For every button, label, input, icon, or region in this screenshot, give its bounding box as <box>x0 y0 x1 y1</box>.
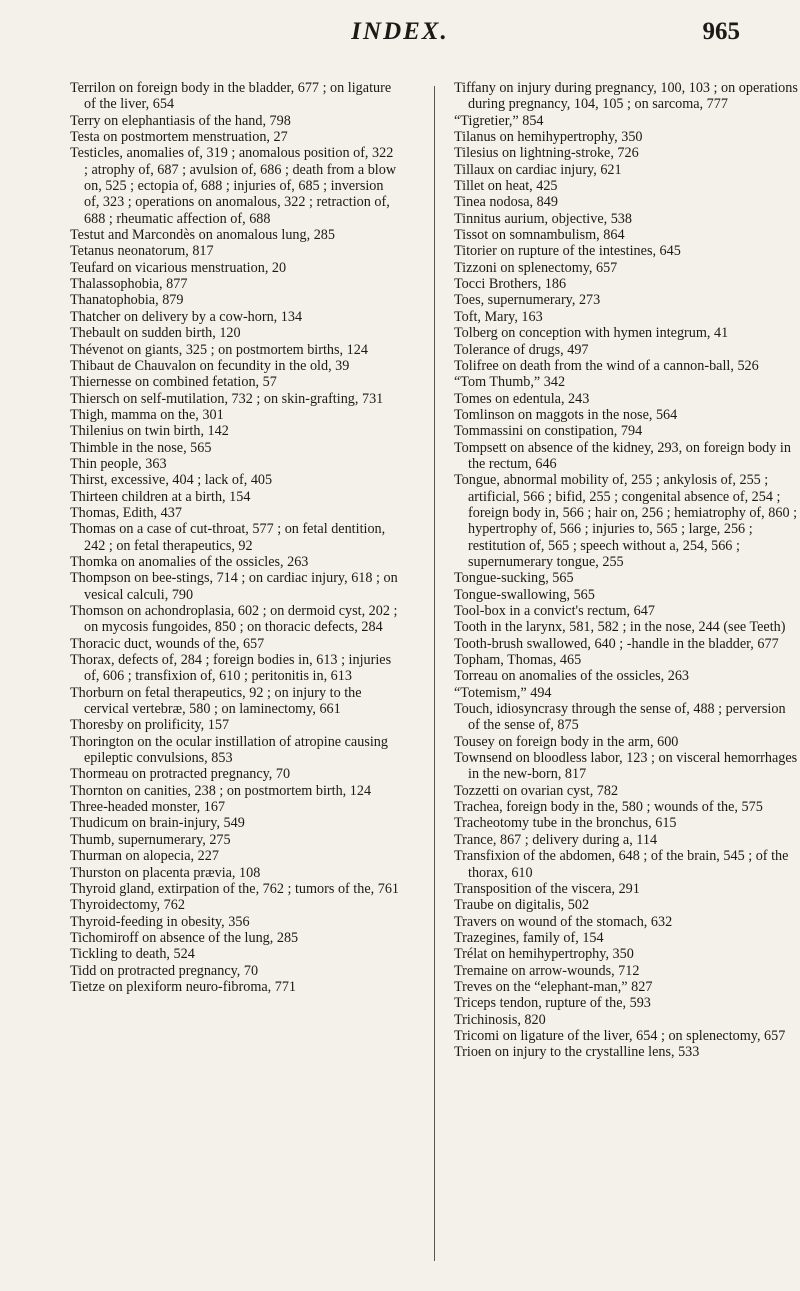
index-entry: Thiersch on self-mutilation, 732 ; on skin-grafting, 731 <box>70 390 384 407</box>
index-entry: Travers on wound of the stomach, 632 <box>454 913 673 930</box>
index-entry: Tommassini on constipation, 794 <box>454 423 643 440</box>
left-column <box>70 80 400 995</box>
index-entry: Trazegines, family of, 154 <box>454 929 604 946</box>
index-entry: Tissot on somnambulism, 864 <box>454 227 625 244</box>
index-entry: Thorax, defects of, 284 ; foreign bodies in, 613 ; injuries of, 606 ; transfixion of, 610 ; peritonitis in, 613 <box>70 652 392 685</box>
index-entry: Terrilon on foreign body in the bladder, 677 ; on ligature of the liver, 654 <box>70 80 392 113</box>
index-entry: Thurston on placenta prævia, 108 <box>70 864 261 881</box>
index-entry: Thalassophobia, 877 <box>70 276 188 293</box>
index-entry: Tomes on edentula, 243 <box>454 390 590 407</box>
index-entry: Titorier on rupture of the intestines, 645 <box>454 243 681 260</box>
index-columns <box>70 80 798 1251</box>
index-entry: Tiffany on injury during pregnancy, 100, 103 ; on operations during pregnancy, 104, 105 ; on sarcoma, 777 <box>454 80 798 113</box>
index-entry: Teufard on vicarious menstruation, 20 <box>70 259 287 276</box>
index-entry: Tongue-sucking, 565 <box>454 570 574 587</box>
index-entry: Transfixion of the abdomen, 648 ; of the brain, 545 ; of the thorax, 610 <box>454 848 789 881</box>
column-divider <box>434 86 435 1261</box>
index-entry: Tooth in the larynx, 581, 582 ; in the nose, 244 (see Teeth) <box>454 619 786 636</box>
index-entry: Thimble in the nose, 565 <box>70 439 212 456</box>
index-entry: Tomlinson on maggots in the nose, 564 <box>454 406 678 423</box>
index-entry: Tickling to death, 524 <box>70 946 195 963</box>
index-entry: Tichomiroff on absence of the lung, 285 <box>70 929 299 946</box>
index-entry: “Tigretier,” 854 <box>454 112 544 129</box>
index-entry: Thorington on the ocular instillation of atropine causing epileptic convulsions, 853 <box>70 733 388 767</box>
index-entry: Thornton on canities, 238 ; on postmortem birth, 124 <box>70 782 372 799</box>
index-entry: Tremaine on arrow-wounds, 712 <box>454 962 640 979</box>
index-entry: Testicles, anomalies of, 319 ; anomalous position of, 322 ; atrophy of, 687 ; avulsion of, 686 ; death from a blow on, 525 ; ectopia of, 688 ; injuries of, 685 ; inversion of, 323 ; operations on anomalous, 322 ; retraction of, 688 ; rheumatic affection of, 688 <box>70 145 397 227</box>
index-entry: Torreau on anomalies of the ossicles, 263 <box>454 668 690 685</box>
index-entry: Thyroidectomy, 762 <box>70 897 185 914</box>
index-entry: Tetanus neonatorum, 817 <box>70 243 214 260</box>
index-entry: “Tom Thumb,” 342 <box>454 374 566 391</box>
index-entry: Thurman on alopecia, 227 <box>70 848 219 865</box>
index-entry: Tidd on protracted pregnancy, 70 <box>70 962 259 979</box>
index-entry: Tompsett on absence of the kidney, 293, on foreign body in the rectum, 646 <box>454 439 791 472</box>
index-entry: Trioen on injury to the crystalline lens, 533 <box>454 1044 700 1061</box>
index-entry: Treves on the “elephant-man,” 827 <box>454 978 653 995</box>
index-entry: Thoracic duct, wounds of the, 657 <box>70 635 265 652</box>
index-entry: Thyroid-feeding in obesity, 356 <box>70 913 250 930</box>
index-entry: Tizzoni on splenectomy, 657 <box>454 259 618 276</box>
index-entry: Thyroid gland, extirpation of the, 762 ; tumors of the, 761 <box>70 880 400 897</box>
index-entry: Touch, idiosyncrasy through the sense of, 488 ; perversion of the sense of, 875 <box>454 701 786 734</box>
index-entry: Thirst, excessive, 404 ; lack of, 405 <box>70 472 273 489</box>
page-title: INDEX. <box>351 18 449 45</box>
running-head <box>60 18 740 58</box>
index-entry: Tillaux on cardiac injury, 621 <box>454 161 622 178</box>
index-entry: Thanatophobia, 879 <box>70 292 184 309</box>
index-entry: Testut and Marcondès on anomalous lung, 285 <box>70 227 335 244</box>
page-number: 965 <box>702 18 740 45</box>
index-entry: Tooth-brush swallowed, 640 ; -handle in the bladder, 677 <box>454 635 779 652</box>
index-entry: Thomka on anomalies of the ossicles, 263 <box>70 553 309 570</box>
index-entry: Tolerance of drugs, 497 <box>454 341 589 358</box>
index-entry: Thibaut de Chauvalon on fecundity in the old, 39 <box>70 357 350 374</box>
index-entry: Tongue-swallowing, 565 <box>454 586 595 603</box>
index-entry: Traube on digitalis, 502 <box>454 897 590 914</box>
index-entry: Tinea nodosa, 849 <box>454 194 558 211</box>
index-entry: Thomas on a case of cut-throat, 577 ; on fetal dentition, 242 ; on fetal therapeutics, 92 <box>70 521 386 554</box>
index-entry: Thigh, mamma on the, 301 <box>70 406 224 423</box>
index-entry: Thomas, Edith, 437 <box>70 504 182 521</box>
index-entry: Tracheotomy tube in the bronchus, 615 <box>454 815 677 832</box>
index-entry: Testa on postmortem menstruation, 27 <box>70 129 288 146</box>
index-entry: Tolifree on death from the wind of a cannon-ball, 526 <box>454 357 759 374</box>
index-entry: Tool-box in a convict's rectum, 647 <box>454 603 655 619</box>
index-entry: Trachea, foreign body in the, 580 ; wounds of the, 575 <box>454 799 763 816</box>
index-entry: Toft, Mary, 163 <box>454 308 543 325</box>
index-entry: Trichinosis, 820 <box>454 1011 546 1028</box>
index-entry: Tilesius on lightning-stroke, 726 <box>454 145 639 162</box>
index-entry: Topham, Thomas, 465 <box>454 652 582 669</box>
index-entry: Thumb, supernumerary, 275 <box>70 831 231 848</box>
index-entry: Thompson on bee-stings, 714 ; on cardiac injury, 618 ; on vesical calculi, 790 <box>70 570 398 603</box>
index-entry: Terry on elephantiasis of the hand, 798 <box>70 112 291 129</box>
index-entry: Thirteen children at a birth, 154 <box>70 488 251 505</box>
index-entry: Transposition of the viscera, 291 <box>454 880 640 897</box>
index-entry: Tricomi on ligature of the liver, 654 ; on splenectomy, 657 <box>454 1027 786 1044</box>
index-entry: Thorburn on fetal therapeutics, 92 ; on injury to the cervical vertebræ, 580 ; on laminectomy, 661 <box>70 684 362 718</box>
index-entry: Thormeau on protracted pregnancy, 70 <box>70 766 291 783</box>
index-entry: Three-headed monster, 167 <box>70 799 226 816</box>
index-entry: Thomson on achondroplasia, 602 ; on dermoid cyst, 202 ; on mycosis fungoides, 850 ; on thoracic defects, 284 <box>70 603 398 636</box>
index-entry: Tilanus on hemihypertrophy, 350 <box>454 129 643 146</box>
index-entry: Tocci Brothers, 186 <box>454 276 567 293</box>
index-entry: “Totemism,” 494 <box>454 684 552 701</box>
index-entry: Tolberg on conception with hymen integrum, 41 <box>454 325 729 342</box>
right-column <box>454 80 800 1061</box>
index-entry: Townsend on bloodless labor, 123 ; on visceral hemorrhages in the new-born, 817 <box>454 750 798 783</box>
index-entry: Thin people, 363 <box>70 455 167 472</box>
index-entry: Thebault on sudden birth, 120 <box>70 325 241 342</box>
index-entry: Trance, 867 ; delivery during a, 114 <box>454 831 658 848</box>
index-entry: Thilenius on twin birth, 142 <box>70 423 229 440</box>
index-entry: Thévenot on giants, 325 ; on postmortem births, 124 <box>70 341 368 358</box>
index-entry: Tietze on plexiform neuro-fibroma, 771 <box>70 978 297 995</box>
index-entry: Thatcher on delivery by a cow-horn, 134 <box>70 308 303 325</box>
index-entry: Thoresby on prolificity, 157 <box>70 717 230 734</box>
index-entry: Tousey on foreign body in the arm, 600 <box>454 733 679 750</box>
index-entry: Thiernesse on combined fetation, 57 <box>70 374 277 391</box>
index-entry: Tongue, abnormal mobility of, 255 ; ankylosis of, 255 ; artificial, 566 ; bifid, 255 ; congenital absence of, 254 ; foreign body in, 566 ; hair on, 256 ; hemiatrophy of, 860 ; hypertrophy of, 566 ; injuries to, 565 ; large, 256 ; restitution of, 565 ; speech without a, 254, 566 ; supernumerary tongue, 255 <box>454 472 798 570</box>
index-entry: Tinnitus aurium, objective, 538 <box>454 210 632 227</box>
index-entry: Toes, supernumerary, 273 <box>454 292 601 309</box>
index-entry: Tozzetti on ovarian cyst, 782 <box>454 782 619 799</box>
index-entry: Triceps tendon, rupture of the, 593 <box>454 995 651 1012</box>
index-entry: Tillet on heat, 425 <box>454 178 558 195</box>
index-entry: Trélat on hemihypertrophy, 350 <box>454 946 634 963</box>
index-entry: Thudicum on brain-injury, 549 <box>70 815 245 832</box>
